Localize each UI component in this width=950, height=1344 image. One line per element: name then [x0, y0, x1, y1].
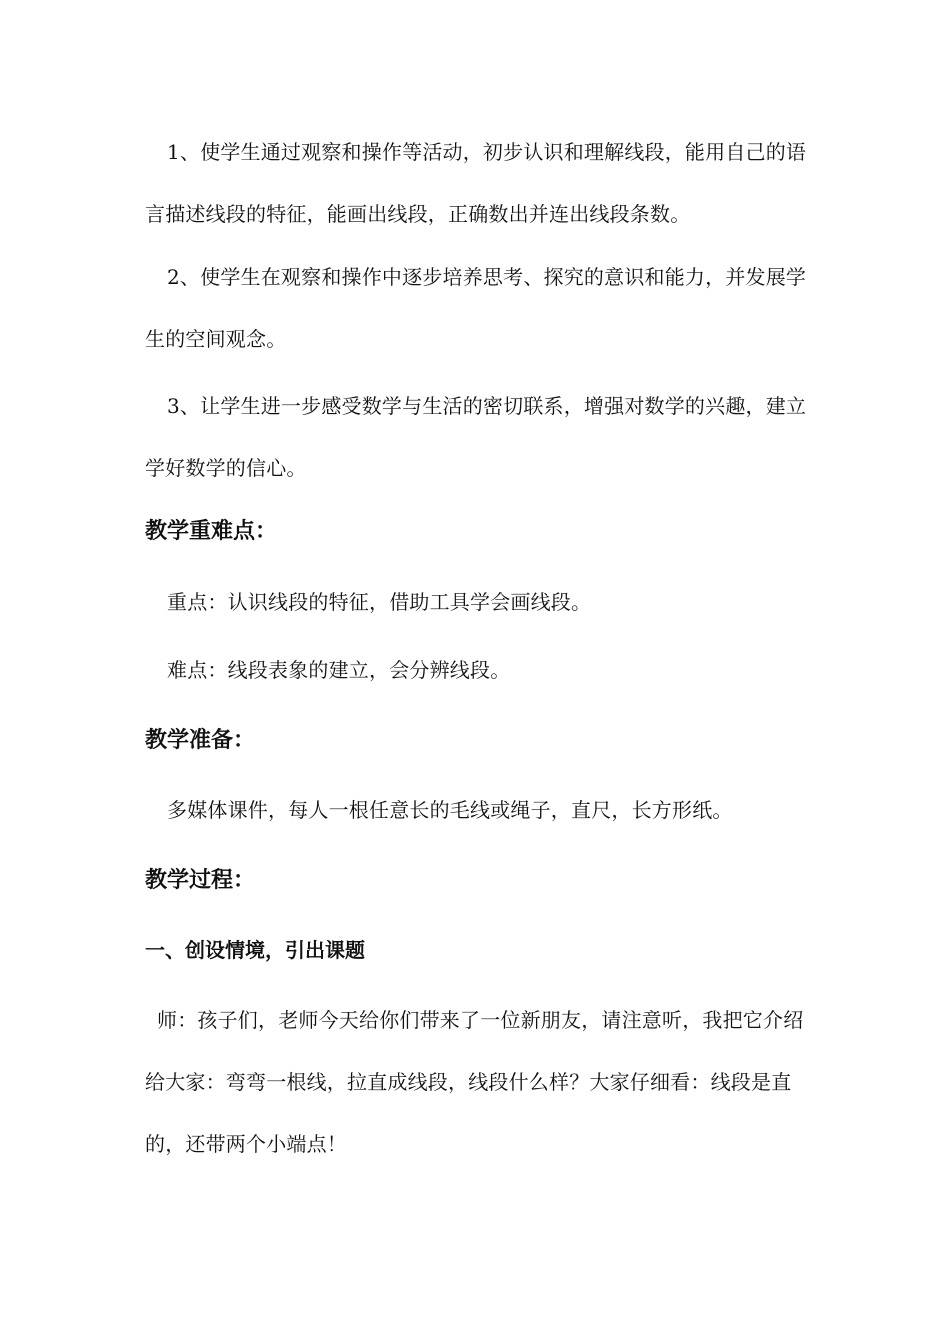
preparation-paragraph: 多媒体课件，每人一根任意长的毛线或绳子，直尺，长方形纸。	[167, 798, 733, 822]
objective-paragraph-2: 2、使学生在观察和操作中逐步培养思考、探究的意识和能力，并发展学生的空间观念。	[145, 265, 807, 351]
section-1-title: 一、创设情境，引出课题	[145, 938, 365, 962]
section-1-paragraph: 师：孩子们，老师今天给你们带来了一位新朋友，请注意听，我把它介绍给大家：弯弯一根线，拉直成线段，线段什么样？大家仔细看：线段是直的，还带两个小端点！	[145, 1008, 804, 1156]
objective-paragraph-3: 3、让学生进一步感受数学与生活的密切联系，增强对数学的兴趣，建立学好数学的信心。	[145, 394, 807, 480]
process-heading: 教学过程：	[145, 868, 256, 893]
key-points-heading: 教学重难点：	[145, 519, 278, 544]
preparation-heading: 教学准备：	[145, 728, 256, 753]
objective-paragraph-1: 1、使学生通过观察和操作等活动，初步认识和理解线段，能用自己的语言描述线段的特征，能画出线段，正确数出并连出线段条数。	[145, 140, 807, 226]
difficulty-paragraph: 难点：线段表象的建立，会分辨线段。	[167, 658, 511, 682]
focus-paragraph: 重点：认识线段的特征，借助工具学会画线段。	[167, 590, 592, 614]
